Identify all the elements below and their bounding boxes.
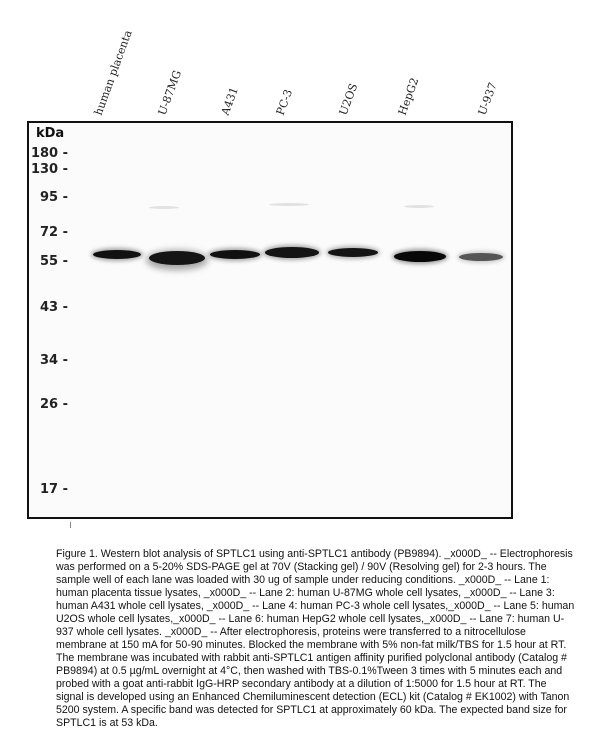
marker-95: 95 - bbox=[39, 190, 68, 205]
band-lane-5 bbox=[328, 248, 378, 257]
band-lane-2 bbox=[149, 251, 205, 265]
marker-130: 130 - bbox=[30, 162, 68, 177]
lane-label-6: HepG2 bbox=[395, 75, 422, 117]
faint-band bbox=[149, 206, 179, 209]
marker-43: 43 - bbox=[39, 300, 68, 315]
western-blot-image bbox=[27, 121, 513, 519]
lane-label-7: U-937 bbox=[475, 80, 500, 117]
band-lane-6 bbox=[394, 251, 446, 262]
marker-72: 72 - bbox=[39, 225, 68, 240]
figure-caption: Figure 1. Western blot analysis of SPTLC1 using anti-SPTLC1 antibody (PB9894). _x000D_ -- Electrophoresis was performed on a 5-20% SDS-PAGE gel at 70V (Stacking gel) / 90V (Resolving gel) for 2-3 hours. The sample well of each lane was loaded with 30 ug of sample under reducing conditions. _x000D_ -- Lane 1: human placenta tissue lysates, _x000D_ -- Lane 2: human U-87MG whole cell lysates, _x000D_ -- Lane 3: human A431 whole cell lysates, _x000D_ -- Lane 4: human PC-3 whole cell lysates,_x000D_ -- Lane 5: human U2OS whole cell lysates,_x000D_ -- Lane 6: human HepG2 whole cell lysates,_x000D_ -- Lane 7: human U-937 whole cell lysates. _x000D_ -- After electrophoresis, proteins were transferred to a nitrocellulose membrane at 150 mA for 50-90 minutes. Blocked the membrane with 5% non-fat milk/TBS for 1.5 hour at RT. The membrane was incubated with rabbit anti-SPTLC1 antigen affinity purified polyclonal antibody (Catalog # PB9894) at 0.5 µg/mL overnight at 4°C, then washed with TBS-0.1%Tween 3 times with 5 minutes each and probed with a goat anti-rabbit IgG-HRP secondary antibody at a dilution of 1:5000 for 1.5 hour at RT. The signal is developed using an Enhanced Chemiluminescent detection (ECL) kit (Catalog # EK1002) with Tanon 5200 system. A specific band was detected for SPTLC1 at approximately 60 kDa. The expected band size for SPTLC1 is at 53 kDa. bbox=[56, 548, 575, 729]
lane-label-1: human placenta bbox=[91, 28, 135, 117]
marker-180: 180 - bbox=[30, 146, 68, 161]
lane-label-2: U-87MG bbox=[155, 68, 185, 117]
band-lane-7 bbox=[459, 253, 503, 261]
lane-label-3: A431 bbox=[218, 85, 241, 117]
lane-label-5: U2OS bbox=[336, 81, 361, 117]
faint-band bbox=[269, 203, 309, 206]
faint-band bbox=[404, 205, 434, 208]
marker-17: 17 - bbox=[39, 482, 68, 497]
band-lane-4 bbox=[265, 247, 319, 258]
band-lane-1 bbox=[93, 250, 141, 259]
marker-26: 26 - bbox=[39, 397, 68, 412]
kda-label: kDa bbox=[36, 126, 65, 141]
band-lane-3 bbox=[210, 250, 260, 259]
marker-55: 55 - bbox=[39, 254, 68, 269]
tick-mark bbox=[70, 522, 71, 528]
marker-34: 34 - bbox=[39, 353, 68, 368]
lane-label-4: PC-3 bbox=[273, 87, 296, 117]
